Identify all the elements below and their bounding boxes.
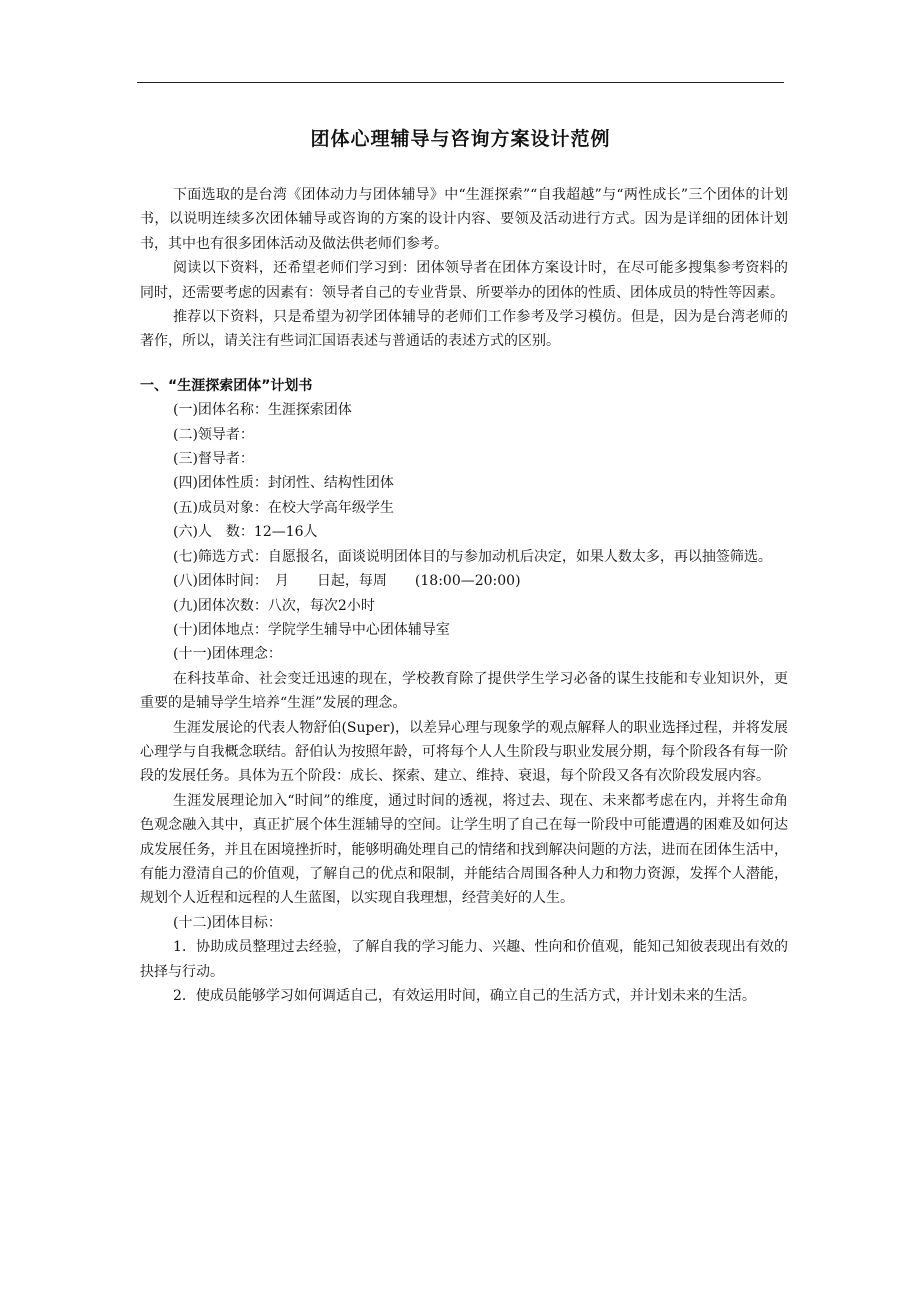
- section-heading: 一、“生涯探索团体”计划书: [140, 377, 313, 394]
- intro-paragraph-2: 阅读以下资料，还希望老师们学习到：团体领导者在团体方案设计时，在尽可能多搜集参考资料的同时，还需要考虑的因素有：领导者自己的专业背景、所要举办的团体的性质、团体成员的特性等因素。: [140, 260, 788, 301]
- item-sessions: (九)团体次数：八次，每次2小时: [173, 597, 375, 614]
- item-size: (六)人 数：12—16人: [173, 524, 318, 541]
- item-leader: (二)领导者：: [173, 426, 254, 443]
- header-rule: [137, 82, 784, 83]
- goal-1: 1．协助成员整理过去经验，了解自我的学习能力、兴趣、性向和价值观，能知己知彼表现出有效的抉择与行动。: [140, 939, 788, 980]
- intro-paragraph-1: 下面选取的是台湾《团体动力与团体辅导》中“生涯探索”“自我超越”与“两性成长”三个团体的计划书，以说明连续多次团体辅导或咨询的方案的设计内容、要领及活动进行方式。因为是详细的团体计划书，其中也有很多团体活动及做法供老师们参考。: [140, 187, 788, 252]
- item-group-name: (一)团体名称：生涯探索团体: [173, 402, 352, 419]
- item-nature: (四)团体性质：封闭性、结构性团体: [173, 475, 394, 492]
- item-location: (十)团体地点：学院学生辅导中心团体辅导室: [173, 621, 450, 638]
- item-screening: (七)筛选方式：自愿报名，面谈说明团体目的与参加动机后决定，如果人数太多，再以抽签筛选。: [173, 548, 772, 565]
- item-philosophy: (十一)团体理念：: [173, 646, 282, 663]
- document-body: [140, 183, 788, 1008]
- item-goals: (十二)团体目标：: [173, 914, 282, 931]
- intro-paragraph-3: 推荐以下资料，只是希望为初学团体辅导的老师们工作参考及学习模仿。但是，因为是台湾老师的著作，所以，请关注有些词汇国语表述与普通话的表述方式的区别。: [140, 309, 788, 350]
- item-target: (五)成员对象：在校大学高年级学生: [173, 499, 394, 516]
- item-time: (八)团体时间： 月 日起，每周 (18:00—20:00): [173, 573, 521, 590]
- philosophy-paragraph-2: 生涯发展论的代表人物舒伯(Super)，以差异心理与现象学的观点解释人的职业选择过程，并将发展心理学与自我概念联结。舒伯认为按照年龄，可将每个人人生阶段与职业发展分期，每个阶段各有每一阶段的发展任务。具体为五个阶段：成长、探索、建立、维持、衰退，每个阶段又各有次阶段发展内容。: [140, 719, 788, 785]
- goal-2: 2．使成员能够学习如何调适自己，有效运用时间，确立自己的生活方式，并计划未来的生活。: [173, 988, 756, 1004]
- philosophy-paragraph-3: 生涯发展理论加入“时间”的维度，通过时间的透视，将过去、现在、未来都考虑在内，并将生命角色观念融入其中，真正扩展个体生涯辅导的空间。让学生明了自己在每一阶段中可能遭遇的困难及如何达成发展任务，并且在困境挫折时，能够明确处理自己的情绪和找到解决问题的方法，进而在团体生活中，有能力澄清自己的价值观，了解自己的优点和限制，并能结合周围各种人力和物力资源，发挥个人潜能，规划个人近程和远程的人生蓝图，以实现自我理想，经营美好的人生。: [140, 792, 788, 907]
- philosophy-paragraph-1: 在科技革命、社会变迁迅速的现在，学校教育除了提供学生学习必备的谋生技能和专业知识外，更重要的是辅导学生培养“生涯”发展的理念。: [140, 670, 788, 712]
- item-supervisor: (三)督导者：: [173, 451, 254, 468]
- page-title: 团体心理辅导与咨询方案设计范例: [310, 128, 611, 150]
